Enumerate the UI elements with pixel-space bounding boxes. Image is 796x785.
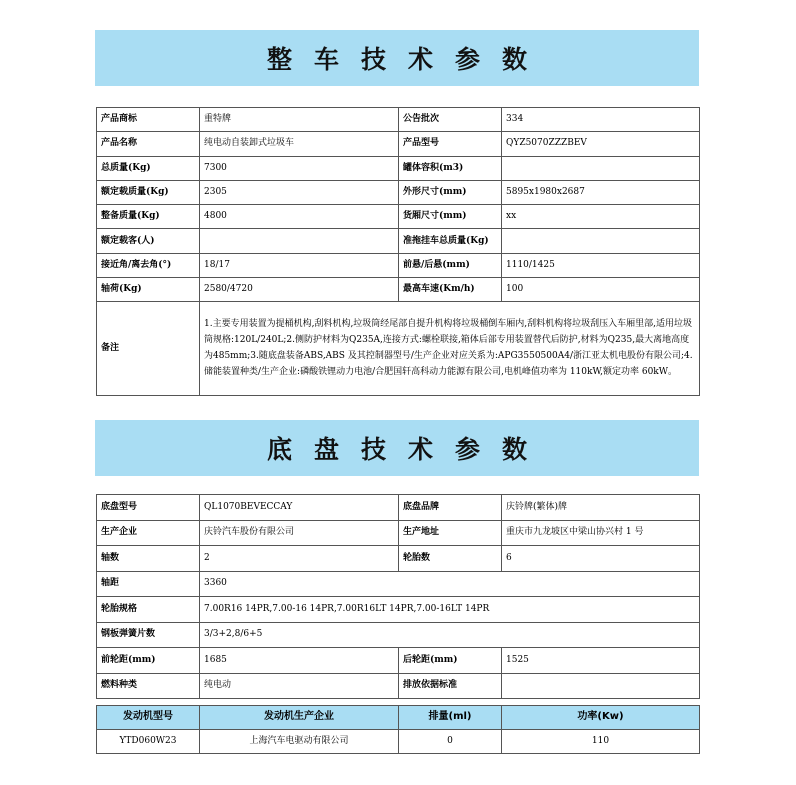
param-label: 底盘品牌 — [399, 495, 502, 521]
engine-column-header: 功率(Kw) — [502, 706, 700, 730]
param-value: 庆铃汽车股份有限公司 — [200, 520, 399, 546]
param-row — [97, 597, 700, 623]
param-row — [97, 520, 700, 546]
param-value: 1685 — [200, 648, 399, 674]
param-label: 轴距 — [97, 571, 200, 597]
param-value: QL1070BEVECCAY — [200, 495, 399, 521]
param-label: 货厢尺寸(mm) — [399, 205, 502, 229]
param-row — [97, 673, 700, 699]
vehicle-params-title: 整车技术参数 — [266, 45, 549, 74]
param-row — [97, 156, 700, 180]
param-value: 重特牌 — [200, 108, 399, 132]
param-label: 轴数 — [97, 546, 200, 572]
engine-column-header: 发动机生产企业 — [200, 706, 399, 730]
param-label: 接近角/离去角(°) — [97, 253, 200, 277]
param-value — [200, 229, 399, 253]
engine-cell: 上海汽车电驱动有限公司 — [200, 730, 399, 754]
param-row — [97, 495, 700, 521]
chassis-params-table — [96, 494, 700, 699]
param-value: 庆铃牌(繁体)牌 — [502, 495, 700, 521]
param-value: 6 — [502, 546, 700, 572]
param-label: 轮胎规格 — [97, 597, 200, 623]
param-label: 公告批次 — [399, 108, 502, 132]
param-label: 轴荷(Kg) — [97, 278, 200, 302]
remarks-label: 备注 — [97, 302, 200, 396]
remarks-row — [97, 302, 700, 396]
param-label: 最高车速(Km/h) — [399, 278, 502, 302]
param-label: 罐体容积(m3) — [399, 156, 502, 180]
vehicle-params-table — [96, 107, 700, 396]
param-row — [97, 229, 700, 253]
engine-cell: 0 — [399, 730, 502, 754]
param-label: 产品名称 — [97, 132, 200, 156]
param-value: 334 — [502, 108, 700, 132]
engine-cell: YTD060W23 — [97, 730, 200, 754]
vehicle-params-banner — [95, 30, 699, 86]
param-label: 额定载客(人) — [97, 229, 200, 253]
engine-column-header: 排量(ml) — [399, 706, 502, 730]
param-label: 轮胎数 — [399, 546, 502, 572]
param-label: 额定载质量(Kg) — [97, 180, 200, 204]
param-value: 5895x1980x2687 — [502, 180, 700, 204]
param-value — [502, 229, 700, 253]
engine-cell: 110 — [502, 730, 700, 754]
param-value — [502, 156, 700, 180]
engine-column-header: 发动机型号 — [97, 706, 200, 730]
param-row — [97, 622, 700, 648]
param-value: 纯电动 — [200, 673, 399, 699]
param-label: 整备质量(Kg) — [97, 205, 200, 229]
param-row — [97, 648, 700, 674]
param-value: 1110/1425 — [502, 253, 700, 277]
param-label: 产品型号 — [399, 132, 502, 156]
param-label: 外形尺寸(mm) — [399, 180, 502, 204]
param-label: 前悬/后悬(mm) — [399, 253, 502, 277]
param-value: 2305 — [200, 180, 399, 204]
param-label: 后轮距(mm) — [399, 648, 502, 674]
param-label: 钢板弹簧片数 — [97, 622, 200, 648]
param-value: 7.00R16 14PR,7.00-16 14PR,7.00R16LT 14PR,7.00-16LT 14PR — [200, 597, 700, 623]
param-value: 1525 — [502, 648, 700, 674]
param-row — [97, 108, 700, 132]
param-value: 3360 — [200, 571, 700, 597]
param-label: 生产地址 — [399, 520, 502, 546]
param-value: 18/17 — [200, 253, 399, 277]
param-label: 燃料种类 — [97, 673, 200, 699]
param-label: 总质量(Kg) — [97, 156, 200, 180]
param-row — [97, 180, 700, 204]
param-row — [97, 253, 700, 277]
param-row — [97, 546, 700, 572]
param-value: 7300 — [200, 156, 399, 180]
param-label: 准拖挂车总质量(Kg) — [399, 229, 502, 253]
param-row — [97, 278, 700, 302]
param-row — [97, 571, 700, 597]
param-value: 2 — [200, 546, 399, 572]
param-value: 3/3+2,8/6+5 — [200, 622, 700, 648]
chassis-params-banner — [95, 420, 699, 476]
param-value: 重庆市九龙坡区中梁山协兴村 1 号 — [502, 520, 700, 546]
param-value: QYZ5070ZZZBEV — [502, 132, 700, 156]
param-row — [97, 132, 700, 156]
param-value: 2580/4720 — [200, 278, 399, 302]
engine-table — [96, 705, 700, 754]
param-row — [97, 205, 700, 229]
param-label: 产品商标 — [97, 108, 200, 132]
chassis-params-title: 底盘技术参数 — [266, 435, 549, 464]
param-value: 100 — [502, 278, 700, 302]
param-value: 4800 — [200, 205, 399, 229]
param-label: 底盘型号 — [97, 495, 200, 521]
param-label: 前轮距(mm) — [97, 648, 200, 674]
engine-header-row — [97, 706, 700, 730]
param-value: xx — [502, 205, 700, 229]
param-value: 纯电动自装卸式垃圾车 — [200, 132, 399, 156]
engine-row — [97, 730, 700, 754]
param-value — [502, 673, 700, 699]
param-label: 排放依据标准 — [399, 673, 502, 699]
param-label: 生产企业 — [97, 520, 200, 546]
remarks-text: 1.主要专用装置为提桶机构,刮料机构,垃圾筒经尾部自提升机构将垃圾桶倒车厢内,刮料机构将垃圾刮压入车厢里部,适用垃圾筒规格:120L/240L;2.侧防护材料为Q235A,连接方式:螺栓联接,箱体后部专用装置替代后防护,材料为Q235,最大离地高度为485mm;3.随底盘装备ABS,ABS 及其控制器型号/生产企业对应关系为:APG3550500A4/浙江亚太机电股份有限公司;4.储能装置种类/生产企业:磷酸铁锂动力电池/合肥国轩高科动力能源有限公司,电机峰值功率为 110kW,额定功率 60kW。 — [200, 302, 700, 396]
